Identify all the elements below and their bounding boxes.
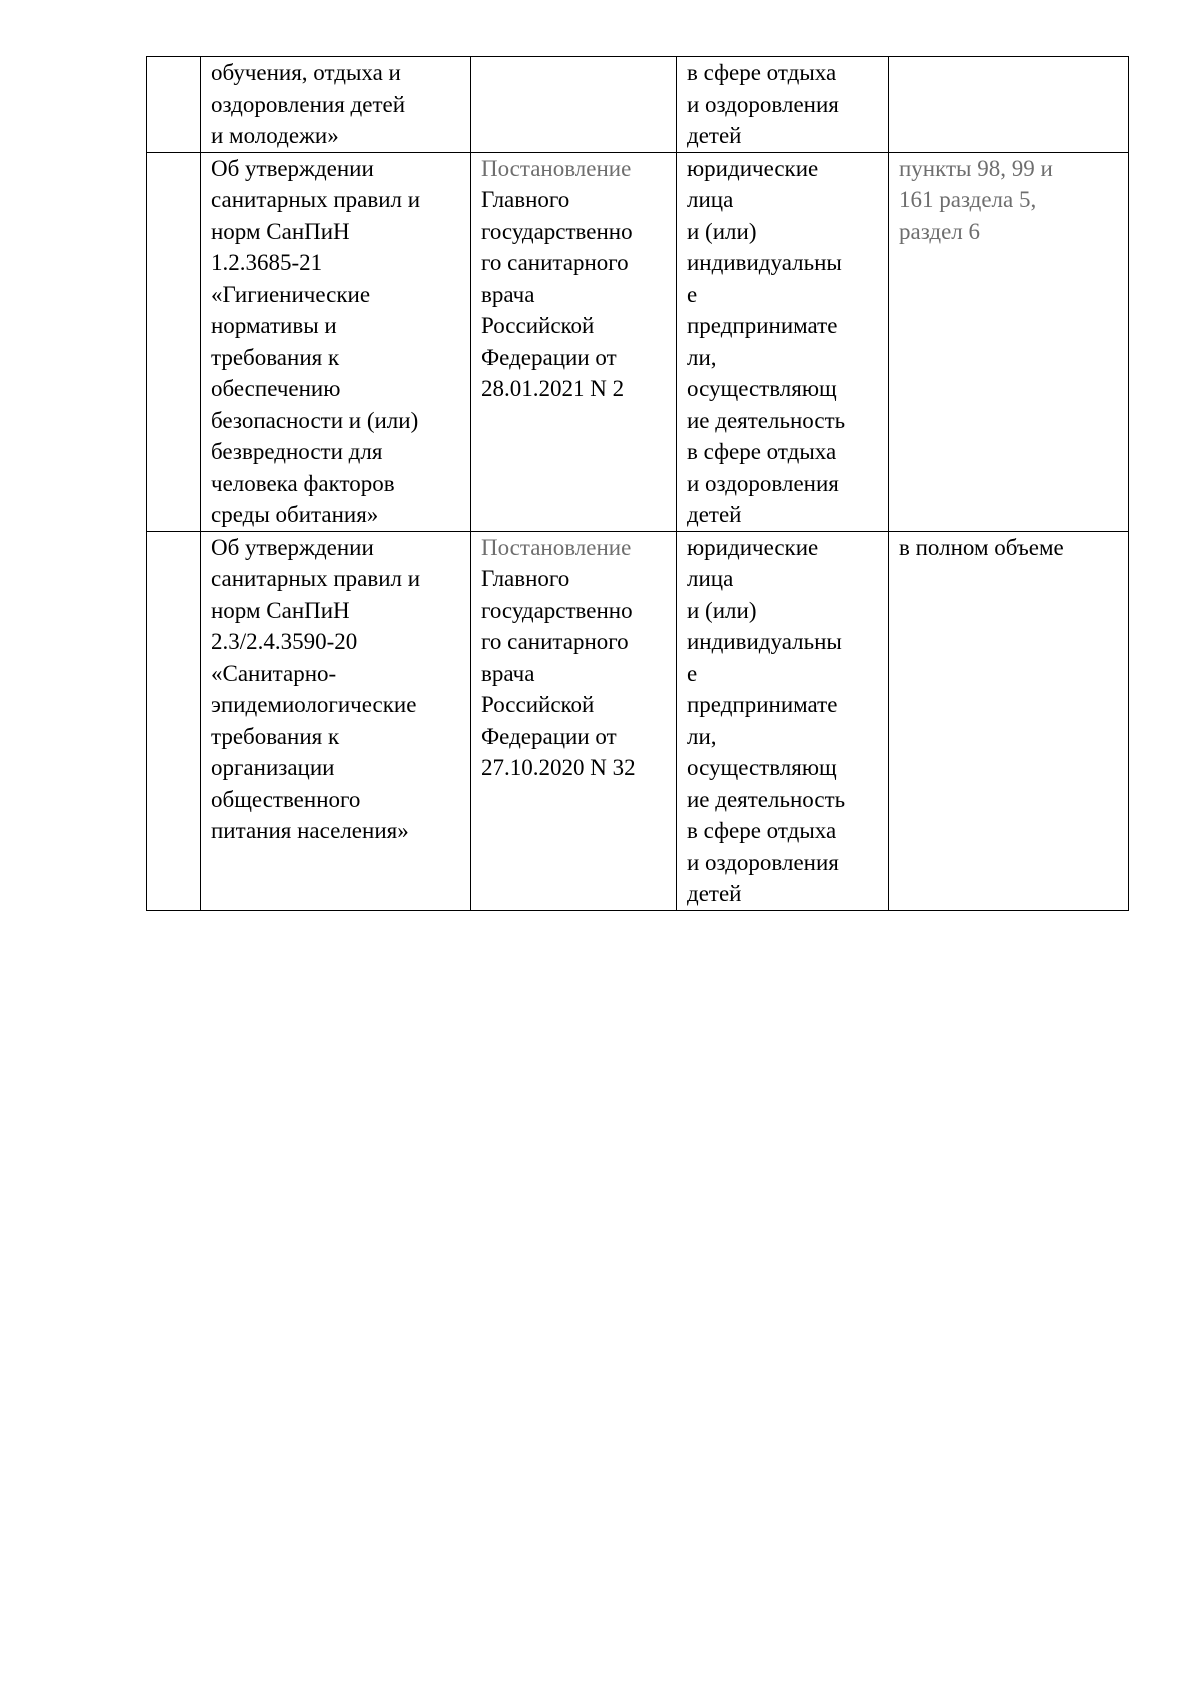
act-title-line: питания населения»: [211, 818, 409, 843]
row-number-cell: [147, 57, 201, 153]
act-title-cell: [201, 531, 471, 910]
requirements-table: [146, 56, 1129, 911]
subjects-line: и (или): [687, 597, 757, 623]
act-document-line: Главного: [481, 187, 570, 212]
subjects-line: предпринимате: [687, 692, 838, 717]
act-title-line: эпидемиологические: [211, 692, 417, 717]
row-number-cell: [147, 152, 201, 531]
parts-line: в полном объеме: [899, 534, 1064, 560]
act-title-cell: [201, 152, 471, 531]
subjects-line: ие деятельность: [687, 407, 846, 433]
act-title-line: норм СанПиН: [211, 597, 350, 623]
subjects-line: лица: [687, 187, 734, 212]
subjects-cell: [677, 531, 889, 910]
subjects-line: в сфере отдыха: [687, 439, 837, 464]
parts-link[interactable]: пункты 98, 99 и: [899, 155, 1053, 181]
subjects-line: индивидуальны: [687, 629, 842, 654]
act-document-line: Российской: [481, 692, 595, 717]
subjects-line: е: [687, 660, 698, 686]
act-title-line: человека факторов: [211, 470, 395, 496]
subjects-line: детей: [687, 502, 742, 527]
act-title-line: и молодежи»: [211, 123, 339, 148]
act-document-line: государственно: [481, 597, 633, 623]
subjects-line: осуществляющ: [687, 376, 837, 401]
parts-cell: [889, 57, 1129, 153]
act-title-line: Об утверждении: [211, 155, 374, 181]
act-document-line: государственно: [481, 218, 633, 244]
act-title-line: требования к: [211, 344, 340, 370]
subjects-line: и оздоровления: [687, 91, 839, 117]
subjects-line: и оздоровления: [687, 470, 839, 496]
subjects-cell: [677, 57, 889, 153]
act-title-line: обучения, отдыха и: [211, 60, 401, 85]
act-title-line: безопасности и (или): [211, 407, 419, 433]
act-title-line: безвредности для: [211, 439, 383, 464]
subjects-line: предпринимате: [687, 313, 838, 338]
act-title-line: оздоровления детей: [211, 91, 406, 117]
act-title-line: санитарных правил и: [211, 187, 421, 212]
act-document-cell: [471, 152, 677, 531]
act-title-line: обеспечению: [211, 376, 341, 401]
act-document-line: го санитарного: [481, 629, 629, 654]
table-row: [147, 531, 1129, 910]
table-row: [147, 152, 1129, 531]
act-document-link[interactable]: Постановление: [481, 155, 632, 181]
subjects-line: ли,: [687, 344, 717, 370]
subjects-line: детей: [687, 881, 742, 906]
parts-cell: [889, 531, 1129, 910]
subjects-line: юридические: [687, 534, 819, 560]
act-document-line: врача: [481, 281, 535, 307]
row-number-cell: [147, 531, 201, 910]
act-document-line: Российской: [481, 313, 595, 338]
act-document-line: 27.10.2020 N 32: [481, 755, 636, 780]
act-document-line: врача: [481, 660, 535, 686]
subjects-line: детей: [687, 123, 742, 148]
act-title-line: «Гигиенические: [211, 281, 371, 307]
subjects-line: ли,: [687, 723, 717, 749]
act-title-line: среды обитания»: [211, 502, 379, 527]
act-title-line: общественного: [211, 786, 361, 812]
act-title-line: «Санитарно-: [211, 660, 337, 686]
parts-link[interactable]: 161 раздела 5,: [899, 187, 1037, 212]
subjects-line: лица: [687, 566, 734, 591]
act-document-line: Главного: [481, 566, 570, 591]
subjects-line: юридические: [687, 155, 819, 181]
subjects-line: и (или): [687, 218, 757, 244]
act-document-line: Федерации от: [481, 723, 617, 749]
subjects-line: индивидуальны: [687, 250, 842, 275]
act-document-cell: [471, 531, 677, 910]
parts-cell: [889, 152, 1129, 531]
subjects-cell: [677, 152, 889, 531]
act-title-line: норм СанПиН: [211, 218, 350, 244]
act-title-line: требования к: [211, 723, 340, 749]
act-title-line: 1.2.3685-21: [211, 250, 323, 275]
parts-link[interactable]: раздел 6: [899, 218, 981, 244]
act-document-line: Федерации от: [481, 344, 617, 370]
act-document-line: го санитарного: [481, 250, 629, 275]
act-title-cell: [201, 57, 471, 153]
act-title-line: санитарных правил и: [211, 566, 421, 591]
subjects-line: осуществляющ: [687, 755, 837, 780]
act-title-line: 2.3/2.4.3590-20: [211, 629, 358, 654]
act-title-line: Об утверждении: [211, 534, 374, 560]
act-title-line: нормативы и: [211, 313, 337, 338]
table-row: [147, 57, 1129, 153]
act-document-line: 28.01.2021 N 2: [481, 376, 625, 401]
subjects-line: ие деятельность: [687, 786, 846, 812]
act-document-link[interactable]: Постановление: [481, 534, 632, 560]
subjects-line: е: [687, 281, 698, 307]
subjects-line: в сфере отдыха: [687, 60, 837, 85]
act-title-line: организации: [211, 755, 335, 780]
act-document-cell: [471, 57, 677, 153]
subjects-line: в сфере отдыха: [687, 818, 837, 843]
subjects-line: и оздоровления: [687, 849, 839, 875]
